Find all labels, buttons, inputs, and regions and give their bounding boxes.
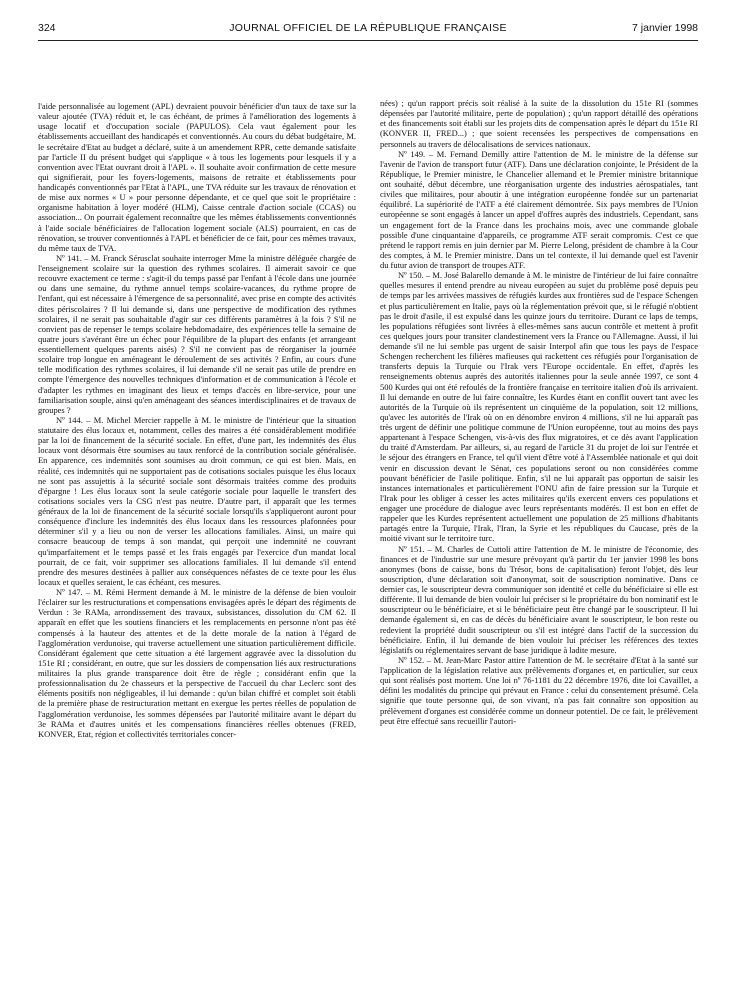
page-header xyxy=(38,22,698,38)
issue-date: 7 janvier 1998 xyxy=(632,22,698,34)
question-152: Nº 152. – M. Jean-Marc Pastor attire l'attention de M. le secrétaire d'Etat à la santé sur l'application de la législation relative aux prélèvements d'organes et, en particulier, sur ceux qui sont réalisés post mortem. Une loi nº 76-1181 du 22 décembre 1976, dite loi Cavaillet, a défini les modalités du principe qui prévaut en France : celui du consentement présumé. Cela signifie que toute personne qui, de son vivant, n'a pas fait connaître son opposition au prélèvement d'organes est considérée comme un donneur potentiel. De ce fait, le prélèvement peut être effectué sans recueillir l'autori- xyxy=(380,654,698,726)
question-141: Nº 141. – M. Franck Sérusclat souhaite interroger Mme la ministre déléguée chargée de l'enseignement scolaire sur la question des rythmes scolaires. Il aimerait savoir ce que recouvre exactement ce terme : s'agit-il du temps passé par l'enfant à l'école dans une journée ou dans une semaine, du rythme annuel temps scolaire-vacances, du rythme propre de l'enfant, qui est nécessaire à l'émergence de sa personnalité, avec prise en compte des activités dites périscolaires ? Il lui demande si, dans une perspective de modification des rythmes scolaires, il ne serait pas souhaitable d'agir sur ces différents paramètres à la fois ? S'il ne convient pas de repenser le temps scolaire hebdomadaire, des expériences telle la semaine de quatre jours s'avérant être un échec pour l'équilibre de la plupart des enfants (et arrangeant essentiellement quelques parents aisés) ? S'il ne convient pas de réorganiser la journée scolaire trop longue en aménageant le déroulement de ses activités ? Enfin, au cours d'une telle modification des rythmes scolaires, il lui demande s'il ne serait pas utile de prendre en compte l'émergence des nouvelles techniques d'information et de communication à l'école et d'adapter les rythmes en imaginant des lieux et temps d'accès en libre-service, pour une familiarisation souple, ainsi qu'en aménageant des séances interdisciplinaires et de travaux de groupes ? xyxy=(38,252,356,415)
question-147: Nº 147. – M. Rémi Herment demande à M. le ministre de la défense de bien vouloir l'éclairer sur les restructurations et compensations envisagées après le départ des régiments de Verdun : 3e RAMa, arrondissement des travaux, subsistances, dissolution du CM 62. Il apparaît en effet que les soutiens financiers et les remplacements en personne n'ont pas été compensés à la hauteur des attentes et de la dette morale de la nation à l'égard de l'agglomération verdunoise, qui traverse actuellement une situation particulièrement difficile. Considérant également que cette situation a été largement aggravée avec la dissolution du 151e RI ; considérant, en outre, que sur les dossiers de compensation liés aux restructurations militaires la plus grande transparence doit être de règle ; considérant enfin que la professionnalisation du 2e chasseurs et la perspective de l'accueil du char Leclerc sont des éléments positifs non négligeables, il lui demande : qu'un bilan chiffré et complet soit établi de la première phase de restructuration mettant en exergue les pertes réelles de population de l'agglomération verdunoise, les sommes dépensées par l'autorité militaire avant le départ du 3e RAMa et d'autres unités et les compensations financières réelles obtenues (FRED, KONVER, Etat, région et collectivités territoriales concer- xyxy=(38,587,356,739)
left-column xyxy=(38,101,356,981)
question-151: Nº 151. – M. Charles de Cuttoli attire l'attention de M. le ministre de l'économie, des finances et de l'industrie sur une mesure prévoyant qu'à partir du 1er janvier 1998 les bons anonymes (bons de caisse, bons du Trésor, bons de capitalisation) feront l'objet, dès leur souscription, d'une déclaration soit d'anonymat, soit de souscription nominative. Dans ce dernier cas, le souscripteur devra communiquer son identité et celle du bénéficiaire si elle est différente. Il lui demande de bien vouloir lui préciser si le propriétaire du bon nominatif est le souscripteur ou le bénéficiaire, et si le bénéficiaire peut être changé par le souscripteur. Il lui demande également si, en cas de décès du bénéficiaire avant le souscripteur, le bon reste ou redevient la propriété dudit souscripteur ou s'il est intégré dans l'actif de la succession du bénéficiaire. Enfin, il lui demande de bien vouloir lui préciser les références des textes législatifs ou réglementaires servant de base juridique à ladite mesure. xyxy=(380,543,698,655)
question-150: Nº 150. – M. José Balarello demande à M. le ministre de l'intérieur de lui faire connaître quelles mesures il entend prendre au niveau européen au sujet du problème posé depuis peu de temps par les arrivées massives de réfugiés kurdes aux frontières sud de l'espace Schengen et plus particulièrement en Italie, pays où la réglementation prévoit que, si le réfugié n'obtient pas le droit d'asile, il est expulsé dans les quinze jours du territoire. Durant ce laps de temps, les populations réfugiées sont livrées à elles-mêmes sans aucun contrôle et mettent à profit ces quelques jours pour transiter clandestinement vers la France ou l'Allemagne. Aussi, il lui demande s'il ne lui semble pas urgent de saisir Interpol afin que tous les pays de l'espace Schengen recherchent les filières mafieuses qui rackettent ces réfugiés pour l'organisation de transferts depuis la Turquie ou l'Irak vers l'Europe occidentale. En effet, d'après les renseignements obtenus auprès des autorités italiennes pour la seule année 1997, ce sont 4 500 Kurdes qui ont été refoulés de la frontière française en territoire italien d'où ils arrivaient. Il lui demande en outre de lui faire connaître, les Kurdes étant en conflit ouvert tant avec les autorités de la Turquie où ils représentent un cinquième de la population, soit 12 millions, qu'avec les autorités de l'Irak où on en dénombre environ 4 millions, s'il ne lui apparaît pas très urgent de définir une politique commune de l'Union européenne, tout au moins des pays appartenant à l'espace Schengen, vis-à-vis des flux migratoires, et ce dès avant l'application du traité d'Amsterdam. Par ailleurs, si, au regard de l'article 31 du projet de loi sur l'entrée et le séjour des étrangers en France, tel qu'il vient d'être voté à l'Assemblée nationale et qui doit venir en discussion devant le Sénat, ces populations seront ou non considérées comme pouvant bénéficier de l'asile politique. Enfin, s'il ne lui apparaît pas opportun de saisir les instances internationales et particulièrement l'ONU afin de faire pression sur la Turquie et l'Irak pour les obliger à cesser les actes militaires qu'ils exercent envers ces populations et engager une procédure de dialogue avec leurs représentants modérés. Il est bon en effet de rappeler que les Kurdes représentent actuellement une population de 25 millions d'habitants partagés entre la Turquie, l'Irak, l'Iran, la Syrie et les républiques du Caucase, près de la moitié vivant sur le territoire turc. xyxy=(380,270,698,544)
paragraph: nées) ; qu'un rapport précis soit réalisé à la suite de la dissolution du 151e RI (sommes dépensées par l'autorité militaire, perte de population) ; qu'un rapport détaillé des opérations et des financements soit établi sur les projets dits de compensation après le départ du 151e RI (KONVER II, FRED...) ; que soient recensées les perspectives de compensations en personnels au travers de délocalisations de services nationaux. xyxy=(380,98,698,149)
header-rule xyxy=(38,40,698,41)
page-number: 324 xyxy=(38,22,56,34)
journal-title: JOURNAL OFFICIEL DE LA RÉPUBLIQUE FRANÇAISE xyxy=(229,22,507,34)
question-149: Nº 149. – M. Fernand Demilly attire l'attention de M. le ministre de la défense sur l'avenir de l'avion de transport futur (ATF). Dans une déclaration conjointe, le Président de la République, le Premier ministre, le Chancelier allemand et le Premier ministre britannique ont souhaité, début décembre, une réorganisation urgente des industries aérospatiales, tant civiles que militaires, pour aboutir à une intégration européenne fondée sur un partenariat équilibré. La supériorité de l'ATF a été clairement démontrée. Six pays membres de l'Union européenne se sont engagés à lancer un appel d'offres auprès des industriels. Cependant, sans un engagement fort de la France dans les prochains mois, avec une commande globale possible d'une cinquantaine d'appareils, ce programme ATF serait compromis. C'est ce que prétend le rapport remis en juin dernier par M. Pierre Lelong, président de chambre à la Cour des comptes, à M. le Premier ministre. Dans un tel contexte, il lui demande quel est l'avenir du futur avion de transport de troupes ATF. xyxy=(380,148,698,270)
paragraph: l'aide personnalisée au logement (APL) devraient pouvoir bénéficier d'un taux de taxe sur la valeur ajoutée (TVA) réduit et, le cas échéant, de primes à l'amélioration des logements à usage locatif et d'occupation sociale (PAPULOS). Cela vaut également pour les établissements accueillant des handicapés et conventionnés. Au cours du débat budgétaire, M. le secrétaire d'Etat au budget a déclaré, suite à un amendement RPR, cette demande satisfaite par l'article II du présent budget qui s'applique « à tous les logements pour lesquels il y a convention avec l'Etat ouvrant droit à l'APL ». Il souhaite avoir confirmation de cette mesure qui signifierait, pour les foyers-logements, maisons de retraite et établissements pour handicapés conventionnés par l'Etat à l'APL, une TVA réduite sur les travaux de rénovation et de mise aux normes « U » pour personne dépendante, et ce quel que soit le propriétaire : organisme habitation à loyer modéré (HLM), Caisse centrale d'action sociale (CCAS) ou association... On pourrait également reconnaître que les mêmes établissements conventionnés à l'aide sociale bénéficiaires de l'allocation logement sociale (ALS) pourraient, en cas de rénovation, se trouver conventionnés à l'APL et bénéficier de ce fait, pour ces mêmes travaux, du même taux de TVA. xyxy=(38,101,356,253)
question-144: Nº 144. – M. Michel Mercier rappelle à M. le ministre de l'intérieur que la situation statutaire des élus locaux et, notamment, celles des maires a été considérablement modifiée par la loi de financement de la sécurité sociale. En effet, d'une part, les indemnités des élus locaux vont désormais être soumises au taux renforcé de la contribution sociale généralisée. En apparence, ces indemnités sont soumises au droit commun, ce qui est bien. Mais, en réalité, ces indemnités qui ne supportaient pas de cotisations sociales puisque les élus locaux ne sont pas assujettis à la sécurité sociale sont désormais traitées comme des produits d'épargne ! Les élus locaux sont la seule catégorie sociale pour laquelle le transfert des cotisations sociales vers la CSG n'est pas neutre. D'autre part, il apparaît que les termes généraux de la loi de financement de la sécurité sociale lorsqu'ils s'appliqueront auront pour conséquence d'inclure les indemnités des élus locaux dans les ressources plafonnées pour déterminer s'il y a lieu ou non de verser les allocations familiales. Ainsi, un maire qui consacre beaucoup de temps à son mandat, qui perçoit une indemnité ne couvrant qu'imparfaitement et le temps passé et les frais engagés par l'exercice d'un mandat local pourrait, de ce fait, voir supprimer ses allocations familiales. Il lui demande s'il entend prendre des mesures destinées à pallier aux conséquences néfastes de ce texte pour les élus locaux et quelles seraient, le cas échéant, ces mesures. xyxy=(38,414,356,587)
right-column xyxy=(380,98,698,978)
